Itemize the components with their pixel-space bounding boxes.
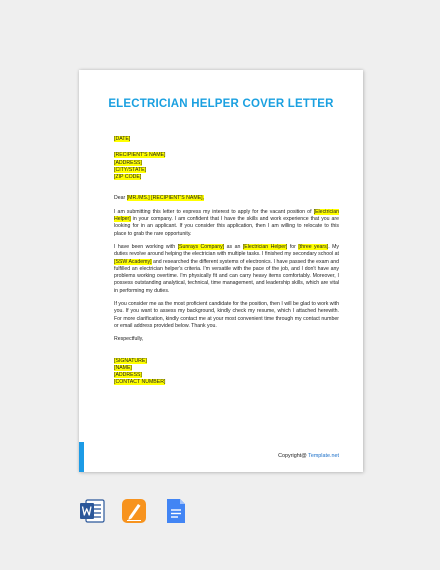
letter-body bbox=[114, 136, 339, 387]
document-title: ELECTRICIAN HELPER COVER LETTER bbox=[108, 98, 334, 110]
paragraph-1: I am submitting this letter to express my interest to apply for the vacant position of [Electrician Helper] in your company. I am confident that I have the skills and work experience that you are looking for in an applicant. If you consider this application, then I am willing to relocate to this place to grab the rare opportunity. bbox=[114, 208, 339, 237]
signature-line: [NAME] bbox=[114, 364, 132, 371]
paragraph-3: If you consider me as the most proficient candidate for the position, then I will be glad to work with you. If you want to assess my background, kindly check my resume, which I attached herewith. For more clarification, kindly contact me at your most convenient time through my contact number or email address provided below. Thank you. bbox=[114, 301, 339, 329]
google-docs-icon[interactable] bbox=[163, 497, 189, 525]
salutation: Dear [MR./MS.] [RECIPIENT'S NAME], bbox=[114, 195, 205, 202]
at-sign: @ bbox=[301, 453, 307, 459]
format-icons bbox=[79, 497, 189, 525]
paragraph-2: I have been working with [Sunrays Company] as an [Electrician Helper] for [three years]. My duties revolve around helping the electrician with multiple tasks. I finished my secondary school at [SSW Academy] and researched the different systems of electronics. I have passed the exam and fulfilled an electrician helper's criteria. I'm versatile with the pace of the job, and I don't have any problems working overtime. I'm physically fit and can carry heavy items comfortably. Moreover, I possess outstanding analytical, technical, time management, and leadership skills, which are vital in performing my duties. bbox=[114, 243, 339, 294]
recipient-line: [RECIPIENT'S NAME] bbox=[114, 152, 166, 159]
ms-word-icon[interactable] bbox=[79, 497, 105, 525]
closing: Respectfully, bbox=[114, 336, 144, 343]
recipient-line: [CITY/STATE] bbox=[114, 166, 147, 173]
salutation-name: [MR./MS.] [RECIPIENT'S NAME], bbox=[126, 195, 205, 202]
accent-bar bbox=[79, 442, 84, 472]
copyright-footer: Copyright@ Template.net bbox=[278, 453, 339, 459]
template-net-link[interactable]: Template.net bbox=[308, 453, 339, 459]
apple-pages-icon[interactable] bbox=[121, 497, 147, 525]
signature-line: [CONTACT NUMBER] bbox=[114, 379, 166, 386]
signature-block bbox=[114, 358, 339, 387]
signature-line: [SIGNATURE] bbox=[114, 357, 147, 364]
recipient-line: [ADDRESS] bbox=[114, 159, 142, 166]
date-placeholder: [DATE] bbox=[114, 136, 131, 142]
recipient-block bbox=[114, 152, 339, 181]
signature-line: [ADDRESS] bbox=[114, 372, 142, 379]
recipient-line: [ZIP CODE] bbox=[114, 174, 142, 181]
document-page bbox=[79, 70, 363, 472]
